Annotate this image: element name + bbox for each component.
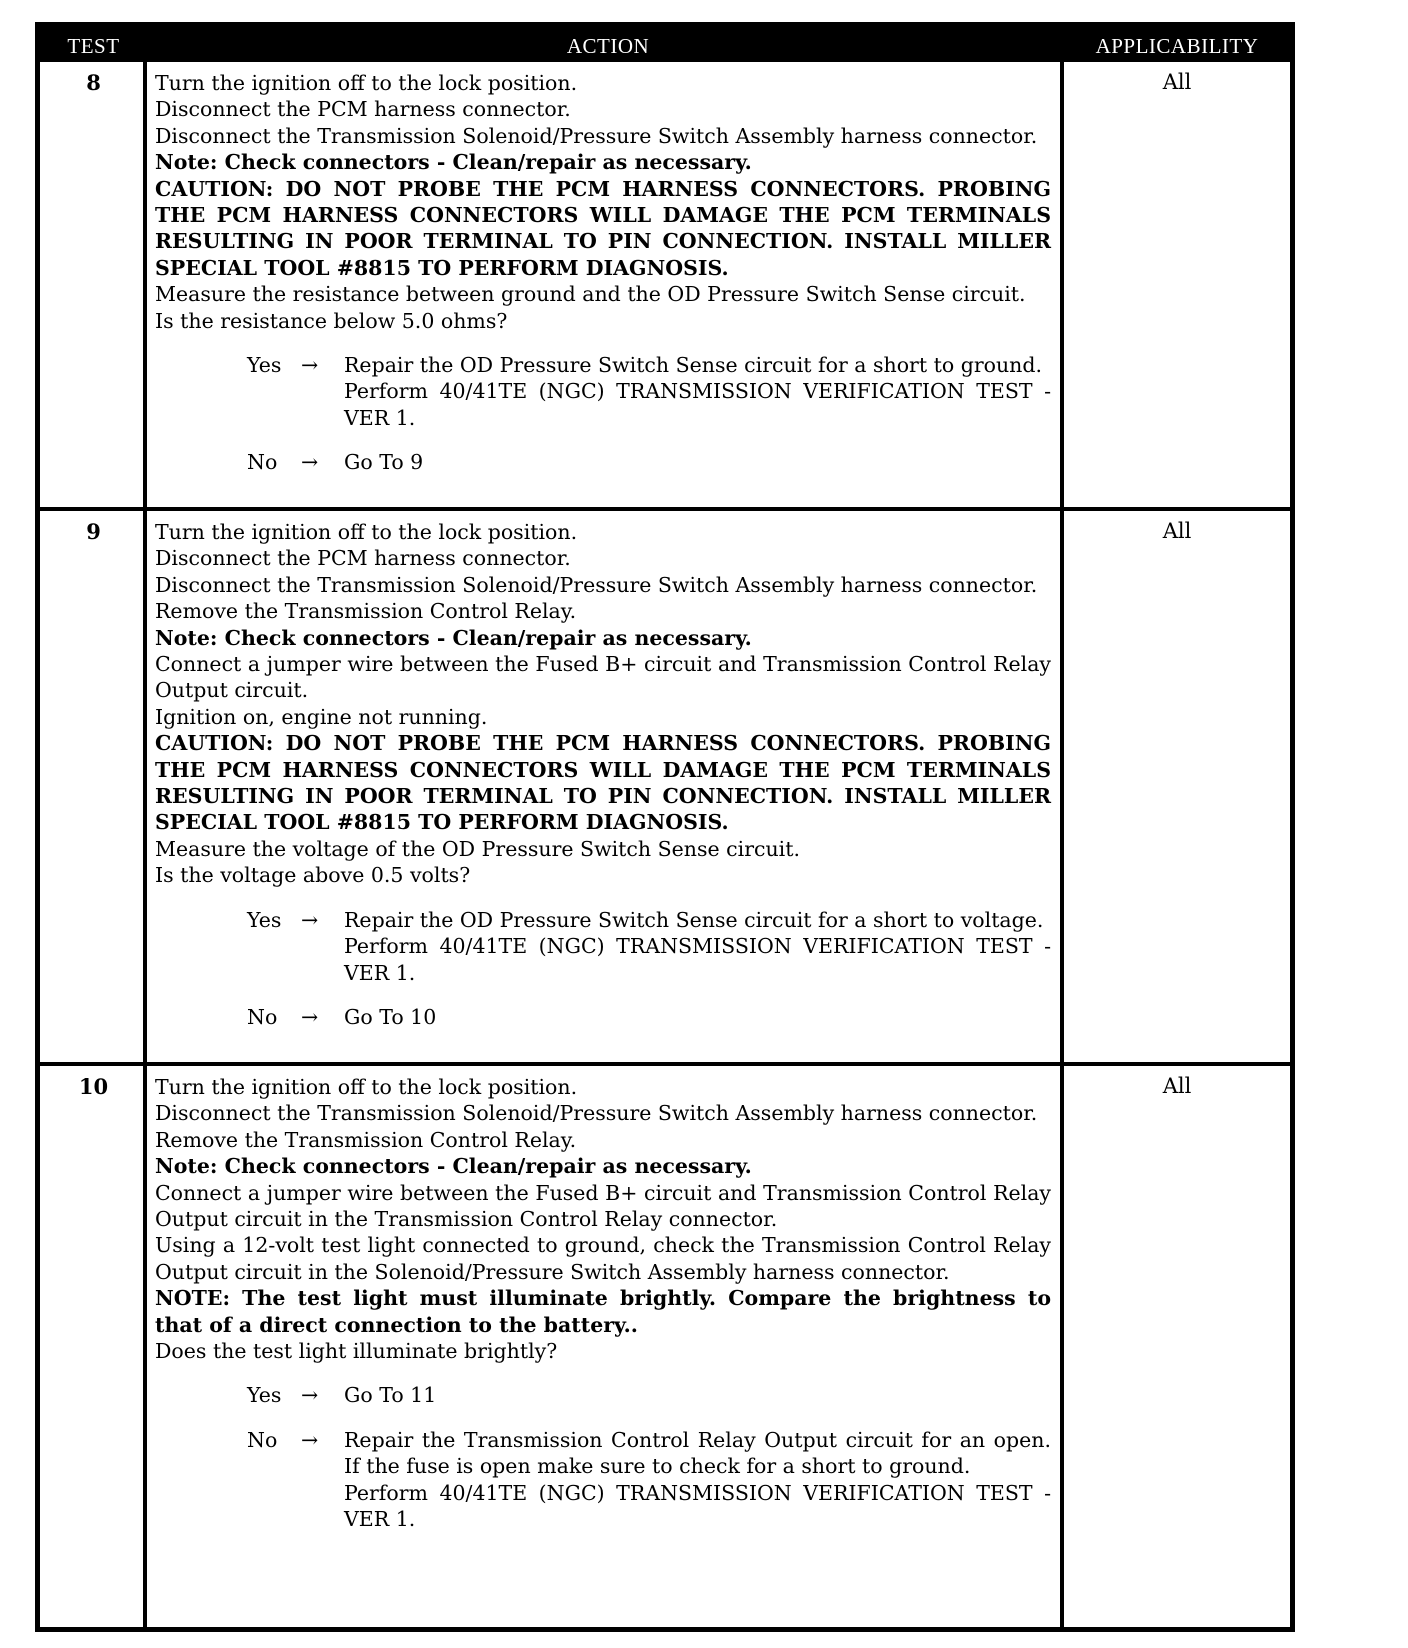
yes-result: Repair the OD Pressure Switch Sense circuit for a short to voltage.: [344, 907, 1044, 932]
step-text: Measure the voltage of the OD Pressure Switch Sense circuit.: [155, 836, 800, 861]
step-text: Disconnect the Transmission Solenoid/Pressure Switch Assembly harness connector.: [155, 1101, 1038, 1126]
step-text: Remove the Transmission Control Relay.: [155, 599, 577, 624]
no-result: Repair the Transmission Control Relay Output circuit for an open. If the fuse is open make sure to check for a short to ground.: [344, 1427, 1051, 1479]
table-row: [40, 511, 1290, 1062]
yes-branch: [247, 907, 1051, 986]
step-text: Remove the Transmission Control Relay.: [155, 1127, 577, 1152]
test-number: 8: [86, 70, 101, 95]
header-action: ACTION: [566, 34, 650, 58]
test-number: 10: [78, 1074, 109, 1099]
action-cell: [155, 1074, 1051, 1533]
step-text: Turn the ignition off to the lock position.: [155, 71, 578, 95]
yes-branch: [247, 352, 1051, 431]
action-cell: [155, 519, 1051, 1030]
note-text: Note: Check connectors - Clean/repair as necessary.: [155, 150, 752, 175]
yes-branch: [247, 1382, 1051, 1408]
step-text: Using a 12-volt test light connected to ground, check the Transmission Control Relay Output circuit in the Solenoid/Pressure Switch Assembly harness connector.: [155, 1233, 1051, 1284]
yes-result: Repair the OD Pressure Switch Sense circuit for a short to ground.: [344, 353, 1043, 378]
no-branch: [247, 1427, 1051, 1533]
yes-label: Yes: [247, 907, 282, 932]
arrow-icon: →: [301, 907, 319, 932]
no-branch: [247, 449, 1051, 475]
note-text: NOTE: The test light must illuminate brightly. Compare the brightness to that of a direct connection to the battery..: [155, 1286, 1051, 1337]
yes-result-verification: Perform 40/41TE (NGC) TRANSMISSION VERIFICATION TEST - VER 1.: [344, 934, 1051, 985]
question-text: Does the test light illuminate brightly?: [155, 1339, 558, 1364]
step-text: Measure the resistance between ground and the OD Pressure Switch Sense circuit.: [155, 282, 1026, 307]
arrow-icon: →: [301, 1383, 319, 1408]
applicability: All: [1162, 1074, 1192, 1098]
step-text: Disconnect the PCM harness connector.: [155, 97, 571, 122]
step-text: Turn the ignition off to the lock position.: [155, 1075, 578, 1099]
step-text: Connect a jumper wire between the Fused B+ circuit and Transmission Control Relay Output circuit in the Transmission Control Relay connector.: [155, 1180, 1051, 1232]
table-row: [40, 62, 1290, 507]
applicability: All: [1162, 70, 1192, 94]
step-text: Disconnect the Transmission Solenoid/Pressure Switch Assembly harness connector.: [155, 572, 1038, 597]
note-text: Note: Check connectors - Clean/repair as necessary.: [155, 1154, 752, 1179]
arrow-icon: →: [301, 1427, 319, 1452]
note-text: Note: Check connectors - Clean/repair as necessary.: [155, 625, 752, 650]
no-label: No: [247, 450, 278, 475]
applicability: All: [1162, 519, 1192, 543]
question-text: Is the resistance below 5.0 ohms?: [155, 308, 508, 333]
diagnostic-table: [35, 22, 1295, 1632]
no-result-verification: Perform 40/41TE (NGC) TRANSMISSION VERIFICATION TEST - VER 1.: [344, 1480, 1051, 1532]
step-text: Ignition on, engine not running.: [155, 704, 488, 729]
action-cell: [155, 70, 1051, 476]
header-test: TEST: [67, 34, 120, 58]
caution-text: CAUTION: DO NOT PROBE THE PCM HARNESS CONNECTORS. PROBING THE PCM HARNESS CONNECTORS WILL DAMAGE THE PCM TERMINALS RESULTING IN POOR TERMINAL TO PIN CONNECTION. INSTALL MILLER SPECIAL TOOL #8815 TO PERFORM DIAGNOSIS.: [155, 731, 1051, 835]
test-number: 9: [86, 519, 101, 544]
step-text: Turn the ignition off to the lock position.: [155, 520, 578, 544]
no-label: No: [247, 1427, 278, 1452]
arrow-icon: →: [301, 450, 319, 475]
arrow-icon: →: [301, 353, 319, 378]
yes-result-verification: Perform 40/41TE (NGC) TRANSMISSION VERIFICATION TEST - VER 1.: [344, 379, 1051, 430]
step-text: Disconnect the Transmission Solenoid/Pressure Switch Assembly harness connector.: [155, 123, 1038, 148]
yes-label: Yes: [247, 1383, 282, 1408]
no-result: Go To 10: [344, 1004, 437, 1029]
caution-text: CAUTION: DO NOT PROBE THE PCM HARNESS CONNECTORS. PROBING THE PCM HARNESS CONNECTORS WILL DAMAGE THE PCM TERMINALS RESULTING IN POOR TERMINAL TO PIN CONNECTION. INSTALL MILLER SPECIAL TOOL #8815 TO PERFORM DIAGNOSIS.: [155, 176, 1051, 280]
no-result: Go To 9: [344, 450, 424, 475]
yes-label: Yes: [247, 353, 282, 378]
header-applicability: APPLICABILITY: [1095, 34, 1259, 58]
yes-result: Go To 11: [344, 1383, 437, 1408]
table-row: [40, 1066, 1290, 1627]
no-label: No: [247, 1004, 278, 1029]
question-text: Is the voltage above 0.5 volts?: [155, 863, 471, 888]
arrow-icon: →: [301, 1004, 319, 1029]
no-branch: [247, 1004, 1051, 1030]
step-text: Disconnect the PCM harness connector.: [155, 546, 571, 571]
step-text: Connect a jumper wire between the Fused B+ circuit and Transmission Control Relay Output circuit.: [155, 652, 1051, 703]
table-header: [40, 27, 1290, 62]
